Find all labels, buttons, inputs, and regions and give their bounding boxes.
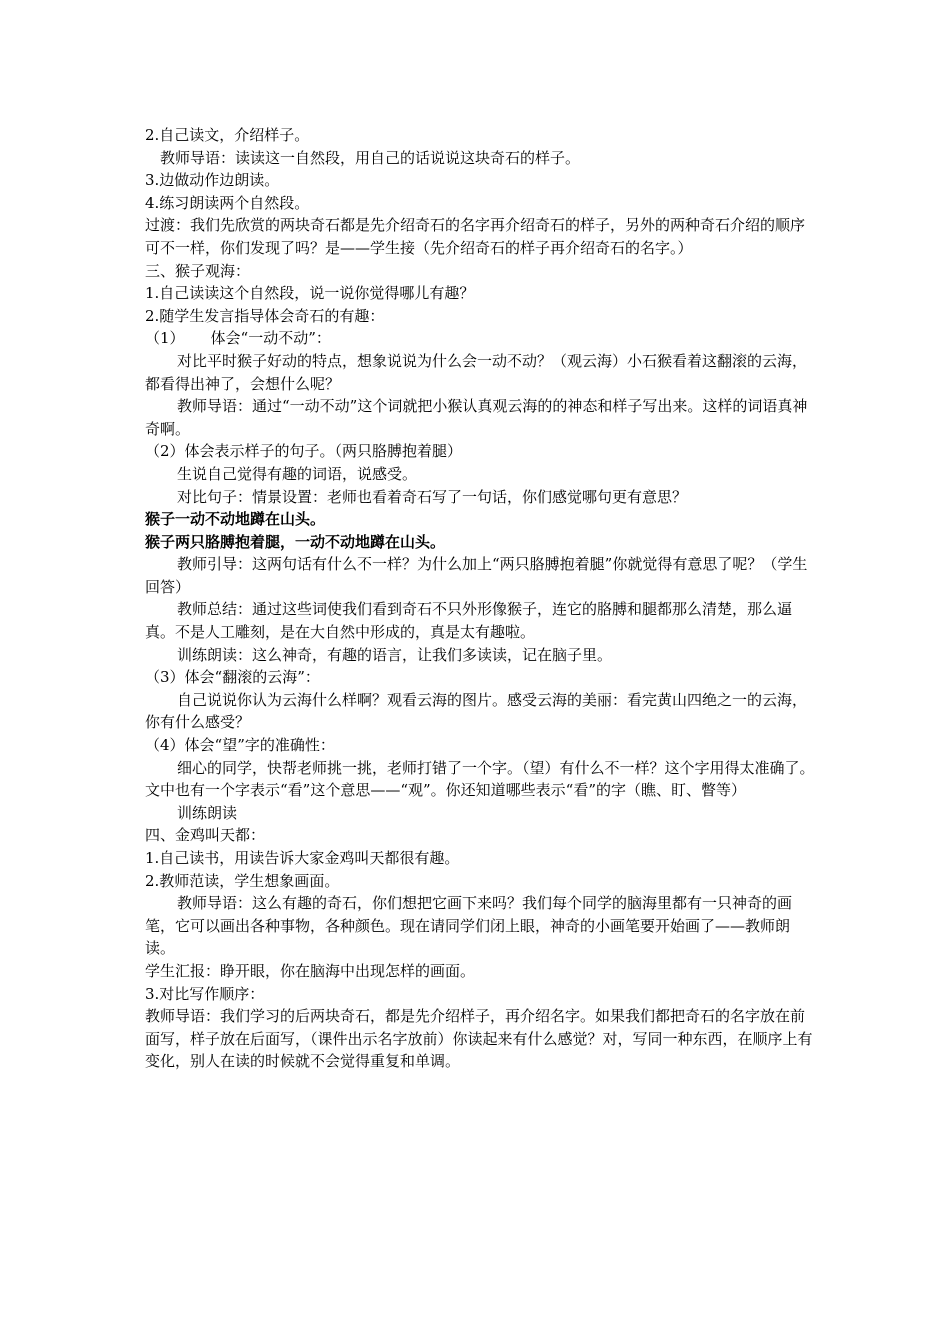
sub-heading: （4）体会“望”字的准确性： [145,736,335,755]
paragraph: 训练朗读：这么神奇，有趣的语言，让我们多读读，记在脑子里。 [177,645,613,664]
example-sentence: 猴子一动不动地蹲在山头。 [145,510,326,529]
section-heading: 三、猴子观海： [145,261,251,280]
paragraph: 3.对比写作顺序： [145,984,265,1003]
paragraph: 教师导语：通过“一动不动”这个词就把小猴认真观云海的的神态和样子写出来。这样的词语真神奇啊。 [145,397,808,438]
paragraph: 对比句子：情景设置：老师也看着奇石写了一句话，你们感觉哪句更有意思？ [177,487,688,506]
paragraph: 1.自己读读这个自然段，说一说你觉得哪儿有趣？ [145,284,475,303]
document-page [145,124,815,1073]
sub-heading: （3）体会“翻滚的云海”： [145,668,320,687]
paragraph: 对比平时猴子好动的特点，想象说说为什么会一动不动？（观云海）小石猴看着这翻滚的云海，都看得出神了，会想什么呢？ [145,351,808,393]
paragraph: 3.边做动作边朗读。 [145,171,280,190]
paragraph: 2.随学生发言指导体会奇石的有趣： [145,306,385,325]
paragraph: 生说自己觉得有趣的词语，说感受。 [177,464,418,483]
paragraph: 教师总结：通过这些词使我们看到奇石不只外形像猴子，连它的胳膊和腿都那么清楚，那么逼真。不是人工雕刻，是在大自然中形成的，真是太有趣啦。 [145,600,793,642]
paragraph: 1.自己读书，用读告诉大家金鸡叫天都很有趣。 [145,849,460,867]
paragraph: 教师引导：这两句话有什么不一样？为什么加上“两只胳膊抱着腿”你就觉得有意思了呢？（学生回答） [145,555,808,596]
section-heading: 四、金鸡叫天都： [145,826,266,845]
paragraph: 细心的同学，快帮老师挑一挑，老师打错了一个字。（望）有什么不一样？这个字用得太准确了。文中也有一个字表示“看”这个意思——“观”。你还知道哪些表示“看”的字（瞧、盯、瞥等） [145,758,815,800]
item-title: 体会“一动不动”： [210,329,331,348]
paragraph: 教师导语：这么有趣的奇石，你们想把它画下来吗？我们每个同学的脑海里都有一只神奇的画笔，它可以画出各种事物，各种颜色。现在请同学们闭上眼，神奇的小画笔要开始画了——教师朗读。 [145,894,793,958]
paragraph: 训练朗读 [177,803,238,822]
paragraph: 教师导语：读读这一自然段，用自己的话说说这块奇石的样子。 [160,148,581,167]
paragraph: 2.自己读文，介绍样子。 [145,126,310,144]
example-sentence: 猴子两只胳膊抱着腿，一动不动地蹲在山头。 [145,532,446,551]
paragraph: 过渡：我们先欣赏的两块奇石都是先介绍奇石的名字再介绍奇石的样子，另外的两种奇石介绍的顺序可不一样，你们发现了吗？是——学生接（先介绍奇石的样子再介绍奇石的名字。） [145,216,806,257]
sub-heading [145,327,815,350]
paragraph: 教师导语：我们学习的后两块奇石，都是先介绍样子，再介绍名字。如果我们都把奇石的名字放在前面写，样子放在后面写，（课件出示名字放前）你读起来有什么感觉？对，写同一种东西，在顺序上有变化，别人在读的时候就不会觉得重复和单调。 [145,1007,813,1071]
item-number: （1） [145,329,185,348]
paragraph: 4.练习朗读两个自然段。 [145,193,310,212]
paragraph: 2.教师范读，学生想象画面。 [145,871,340,890]
sub-heading: （2）体会表示样子的句子。（两只胳膊抱着腿） [145,442,463,461]
paragraph: 学生汇报：睁开眼，你在脑海中出现怎样的画面。 [145,961,476,980]
paragraph: 自己说说你认为云海什么样啊？观看云海的图片。感受云海的美丽：看完黄山四绝之一的云海，你有什么感受？ [145,690,808,732]
